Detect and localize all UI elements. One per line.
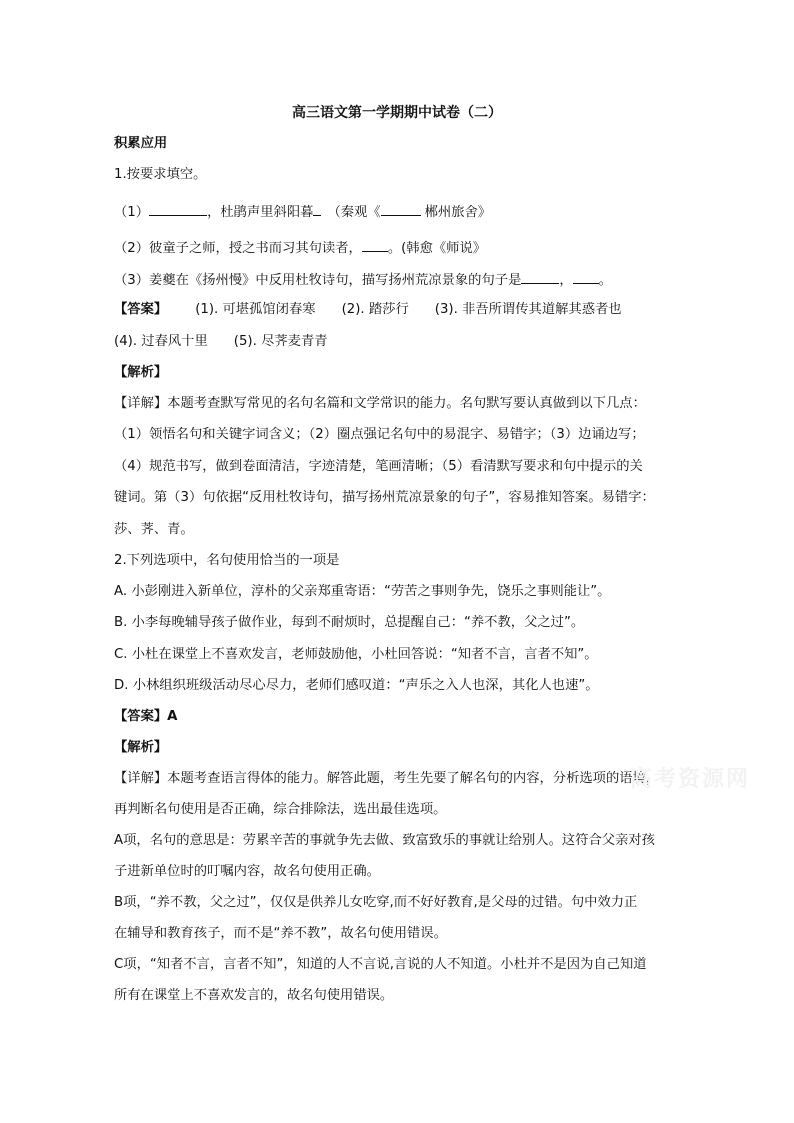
fill-blank	[313, 202, 321, 216]
watermark: 高考资源网	[630, 767, 751, 792]
answer-item-4: (4). 过春风十里	[114, 334, 208, 349]
fill-blank	[362, 238, 388, 252]
question-1-answer	[114, 301, 622, 319]
q2-option-a-analysis: A项，名句的意思是：劳累辛苦的事就争先去做、致富致乐的事就让给别人。这符合父亲对孩	[114, 833, 655, 848]
q1-detail-line: （4）规范书写，做到卷面清洁，字迹清楚，笔画清晰；（5）看清默写要求和句中提示的关	[114, 459, 643, 474]
q1-detail-line: 莎、荠、青。	[114, 522, 194, 537]
q1-line3-text: （3）姜夔在《扬州慢》中反用杜牧诗句，描写扬州荒凉景象的句子是	[114, 273, 522, 288]
fill-blank	[521, 270, 559, 284]
fill-blank	[573, 270, 599, 284]
option-c: C. 小杜在课堂上不喜欢发言，老师鼓励他，小杜回答说：“知者不言，言者不知”。	[114, 647, 598, 662]
q1-line1-source-end: 郴州旅舍》	[424, 205, 492, 220]
option-b: B. 小李每晚辅导孩子做作业，每到不耐烦时，总提醒自己：“养不教，父之过”。	[114, 615, 585, 630]
question-1-line-1	[114, 202, 491, 222]
analysis-tag: 【解析】	[114, 365, 168, 380]
page-title: 高三语文第一学期期中试卷（二）	[292, 105, 502, 121]
question-2-stem: 2.下列选项中，名句使用恰当的一项是	[114, 553, 340, 568]
q2-option-b-analysis: B项，“养不教，父之过”，仅仅是供养儿女吃穿,而不好好教育,是父母的过错。句中效力正	[114, 895, 638, 910]
question-2-answer: 【答案】A	[114, 709, 178, 724]
q1-detail-line: （1）领悟名句和关键字词含义；（2）圈点强记名句中的易混字、易错字；（3）边诵边写；	[114, 427, 645, 442]
q1-line3-end: 。	[598, 273, 612, 288]
question-1-stem: 1.按要求填空。	[114, 167, 207, 182]
q2-option-b-analysis: 在辅导和教育孩子，而不是“养不教”，故名句使用错误。	[114, 926, 447, 941]
q2-detail-line: 再判断名句使用是否正确，综合排除法，选出最佳选项。	[114, 802, 447, 817]
q1-detail-line: 键词。第（3）句依据“反用杜牧诗句，描写扬州荒凉景象的句子”，容易推知答案。易错字：	[114, 490, 655, 505]
option-a: A. 小彭刚进入新单位，淳朴的父亲郑重寄语：“劳苦之事则争先，饶乐之事则能让”。	[114, 584, 611, 599]
question-1-answer-cont	[114, 333, 328, 351]
q1-line1-prefix: （1）	[114, 205, 150, 220]
q2-option-c-analysis: C项，“知者不言，言者不知”，知道的人不言说,言说的人不知道。小杜并不是因为自己知道	[114, 957, 647, 972]
q2-detail-line: 【详解】本题考查语言得体的能力。解答此题，考生先要了解名句的内容，分析选项的语境，	[114, 771, 660, 786]
q1-line2-text: （2）彼童子之师，授之书而习其句读者，	[114, 241, 362, 256]
fill-blank	[381, 202, 421, 216]
analysis-tag: 【解析】	[114, 740, 168, 755]
fill-blank	[149, 202, 207, 216]
question-1-line-3	[114, 270, 612, 290]
question-1-line-2	[114, 238, 486, 258]
q1-line1-text: ，杜鹃声里斜阳暮	[207, 205, 314, 220]
answer-item-3: (3). 非吾所谓传其道解其惑者也	[434, 302, 622, 317]
section-heading: 积累应用	[114, 136, 168, 151]
q1-line1-source: （秦观《	[327, 205, 381, 220]
q1-line3-sep: ，	[559, 273, 573, 288]
q1-detail-line: 【详解】本题考查默写常见的名句名篇和文学常识的能力。名句默写要认真做到以下几点：	[114, 396, 646, 411]
q1-line2-source: 。(韩愈《师说》	[387, 241, 487, 256]
answer-item-5: (5). 尽荠麦青青	[233, 334, 328, 349]
q2-option-c-analysis: 所有在课堂上不喜欢发言的，故名句使用错误。	[114, 988, 394, 1003]
answer-item-1: (1). 可堪孤馆闭春寒	[195, 302, 316, 317]
option-d: D. 小林组织班级活动尽心尽力，老师们感叹道：“声乐之入人也深，其化人也速”。	[114, 678, 599, 693]
answer-tag: 【答案】	[114, 302, 168, 317]
answer-item-2: (2). 踏莎行	[341, 302, 409, 317]
q2-option-a-analysis: 子进新单位时的叮嘱内容，故名句使用正确。	[114, 864, 380, 879]
